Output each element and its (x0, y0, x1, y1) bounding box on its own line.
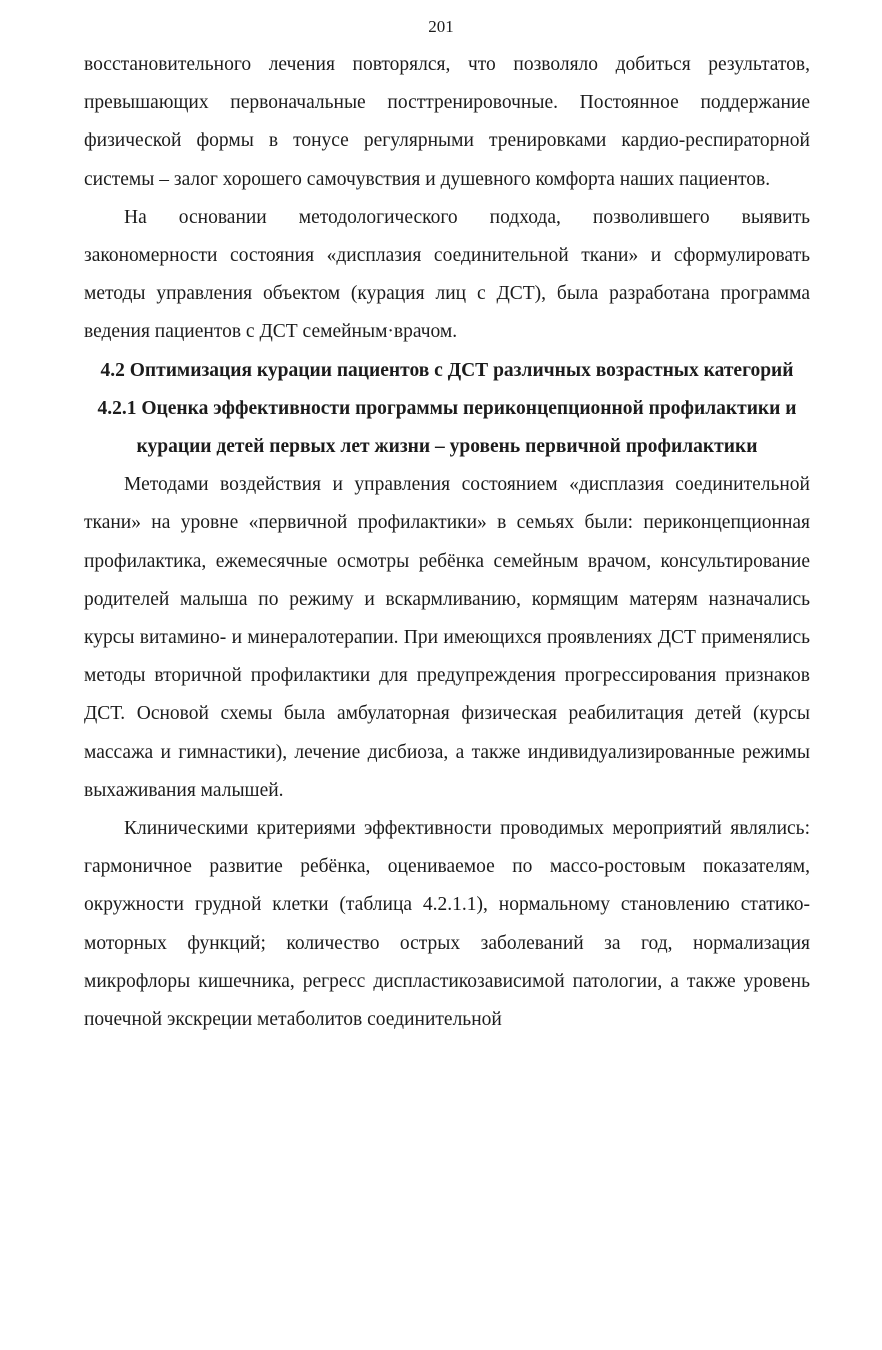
page-body (84, 46, 810, 1039)
paragraph-2: На основании методологического подхода, позволившего выявить закономерности состояния «дисплазия соединительной ткани» и сформулировать методы управления объектом (курация лиц с ДСТ), была разработана программа ведения пациентов с ДСТ семейным·врачом. (84, 206, 810, 343)
section-heading: 4.2 Оптимизация курации пациентов с ДСТ различных возрастных категорий (100, 359, 794, 381)
subsection-heading: 4.2.1 Оценка эффективности программы периконцепционной профилактики и курации детей первых лет жизни – уровень первичной профилактики (97, 397, 797, 458)
paragraph-3: Методами воздействия и управления состоянием «дисплазия соединительной ткани» на уровне «первичной профилактики» в семьях были: периконцепционная профилактика, ежемесячные осмотры ребёнка семейным врачом, консультирование родителей малыша по режиму и вскармливанию, кормящим матерям назначались курсы витамино- и минералотерапии. При имеющихся проявлениях ДСТ применялись методы вторичной профилактики для предупреждения прогрессирования признаков ДСТ. Основой схемы была амбулаторная физическая реабилитация детей (курсы массажа и гимнастики), лечение дисбиоза, а также индивидуализированные режимы выхаживания малышей. (84, 474, 810, 801)
paragraph-4: Клиническими критериями эффективности проводимых мероприятий являлись: гармоничное развитие ребёнка, оцениваемое по массо-ростовым показателям, окружности грудной клетки (таблица 4.2.1.1), нормальному становлению статико-моторных функций; количество острых заболеваний за год, нормализация микрофлоры кишечника, регресс диспластикозависимой патологии, а также уровень почечной экскреции метаболитов соединительной (84, 818, 810, 1031)
page-number: 201 (428, 17, 454, 36)
paragraph-1: восстановительного лечения повторялся, что позволяло добиться результатов, превышающих первоначальные посттренировочные. Постоянное поддержание физической формы в тонусе регулярными тренировками кардио-респираторной системы – залог хорошего самочувствия и душевного комфорта наших пациентов. (84, 54, 810, 190)
